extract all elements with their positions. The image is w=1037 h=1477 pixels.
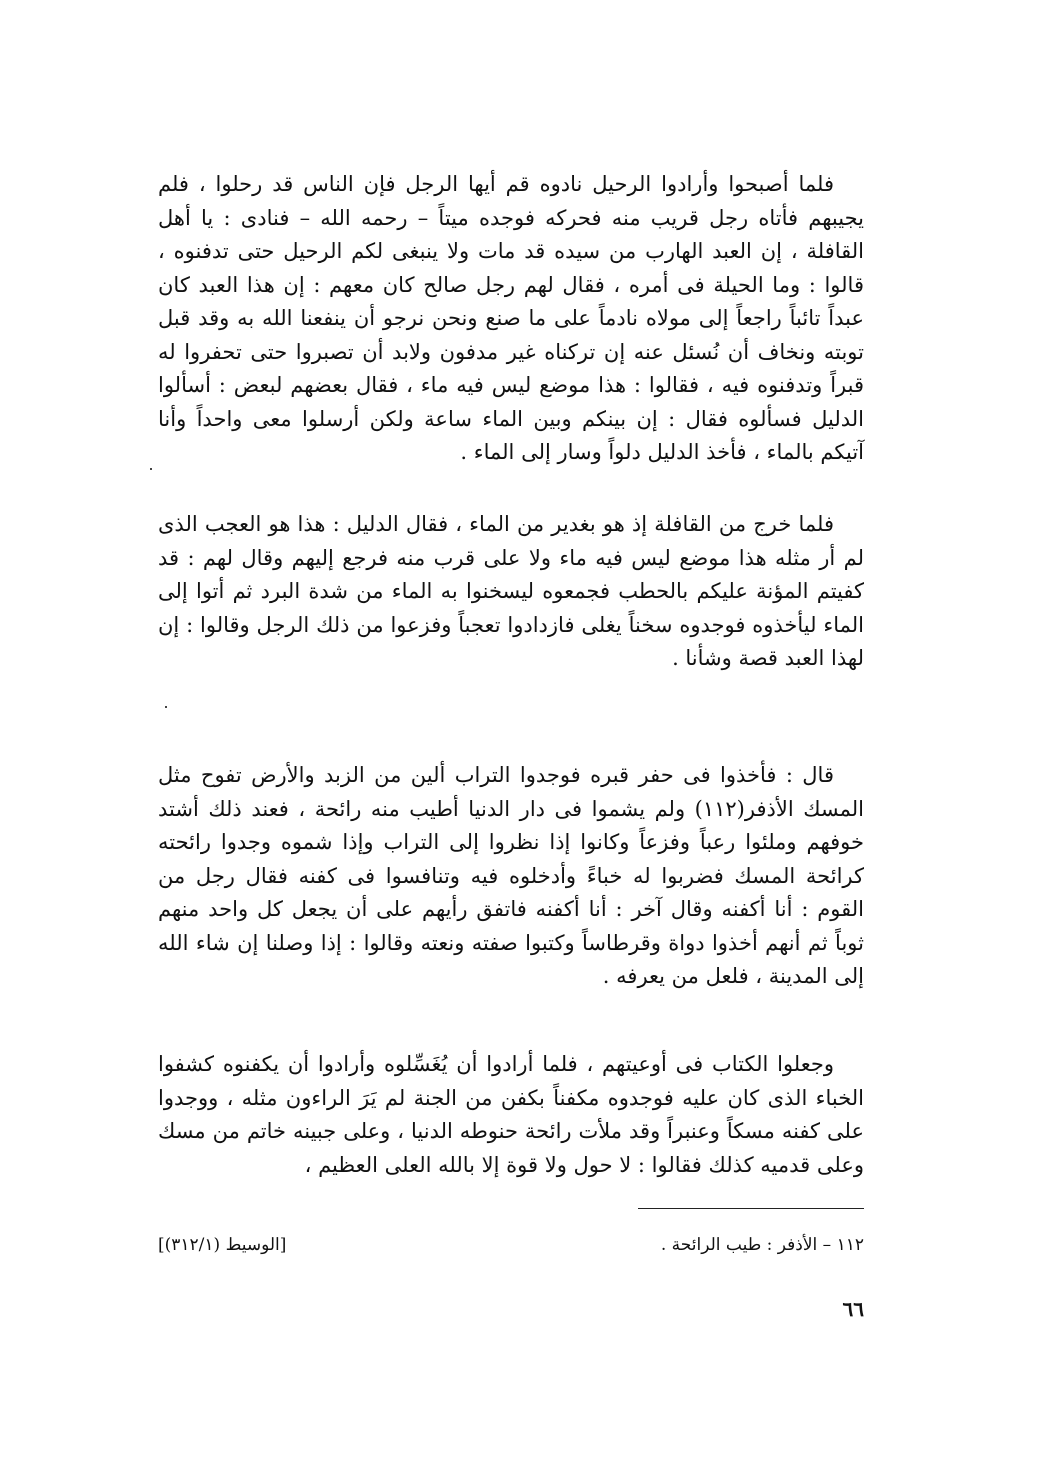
paragraph-3-text: قال : فأخذوا فى حفر قبره فوجدوا التراب ألين من الزبد والأرض تفوح مثل المسك الأذفر(١١٢) ولم يشموا فى دار الدنيا أطيب منه رائحة ، فعند ذلك أشتد خوفهم وملئوا رعباً وفزعاً وكانوا إذا نظروا إلى التراب وإذا شموه وجدوا رائحته كرائحة المسك فضربوا له خباءً وأدخلوه فيه وتنافسوا فى كفنه فقال رجل من القوم : أنا أكفنه وقال آخر : أنا أكفنه فاتفق رأيهم على أن يجعل كل واحد منهم ثوباً ثم أنهم أخذوا دواة وقرطاساً وكتبوا صفته ونعته وقالوا : إذا وصلنا إن شاء الله إلى المدينة ، فلعل من يعرفه .	[158, 763, 864, 988]
footnote-divider	[638, 1208, 864, 1209]
footnote-text: ١١٢ – الأذفر : طيب الرائحة .	[660, 1235, 864, 1255]
scan-speck	[165, 706, 167, 708]
paragraph-2	[158, 508, 864, 676]
paragraph-4-text: وجعلوا الكتاب فى أوعيتهم ، فلما أرادوا أن يُغَسِّلوه وأرادوا أن يكفنوه كشفوا الخباء الذى كان عليه فوجدوه مكفناً بكفن من الجنة لم يَرَ الراءون مثله ، ووجدوا على كفنه مسكاً وعنبراً وقد ملأت رائحة حنوطه الدنيا ، وعلى جبينه خاتم من مسك وعلى قدميه كذلك فقالوا : لا حول ولا قوة إلا بالله العلى العظيم ،	[158, 1052, 864, 1177]
paragraph-4	[158, 1048, 864, 1182]
paragraph-1-text: فلما أصبحوا وأرادوا الرحيل نادوه قم أيها الرجل فإن الناس قد رحلوا ، فلم يجيبهم فأتاه رجل قريب منه فحركه فوجده ميتاً – رحمه الله – فنادى : يا أهل القافلة ، إن العبد الهارب من سيده قد مات ولا ينبغى لكم الرحيل حتى تدفنوه ، قالوا : وما الحيلة فى أمره ، فقال لهم رجل صالح كان معهم : إن هذا العبد كان عبداً تائباً راجعاً إلى مولاه نادماً على ما صنع ونحن نرجو أن ينفعنا الله به وقد قبل توبته ونخاف أن نُسئل عنه إن تركناه غير مدفون ولابد أن تصبروا حتى تحفروا له قبراً وتدفنوه فيه ، فقالوا : هذا موضع ليس فيه ماء ، فقال بعضهم لبعض : أسألوا الدليل فسألوه فقال : إن بينكم وبين الماء ساعة ولكن أرسلوا معى واحداً وأنا آتيكم بالماء ، فأخذ الدليل دلواً وسار إلى الماء .	[158, 172, 864, 464]
page-number: ٦٦	[842, 1297, 864, 1321]
paragraph-3	[158, 759, 864, 994]
paragraph-2-text: فلما خرج من القافلة إذ هو بغدير من الماء ، فقال الدليل : هذا هو العجب الذى لم أر مثله هذا موضع ليس فيه ماء ولا على قرب منه فرجع إليهم وقال لهم : قد كفيتم المؤنة عليكم بالحطب فجمعوه ليسخنوا به الماء من شدة البرد ثم أتوا إلى الماء ليأخذوه فوجدوه سخناً يغلى فازدادوا تعجباً وفزعوا من ذلك الرجل وقالوا : إن لهذا العبد قصة وشأنا .	[158, 512, 864, 670]
paragraph-1	[158, 168, 864, 470]
scan-speck	[150, 468, 152, 470]
footnote-source: [الوسيط (٣١٢/١)]	[158, 1235, 287, 1255]
